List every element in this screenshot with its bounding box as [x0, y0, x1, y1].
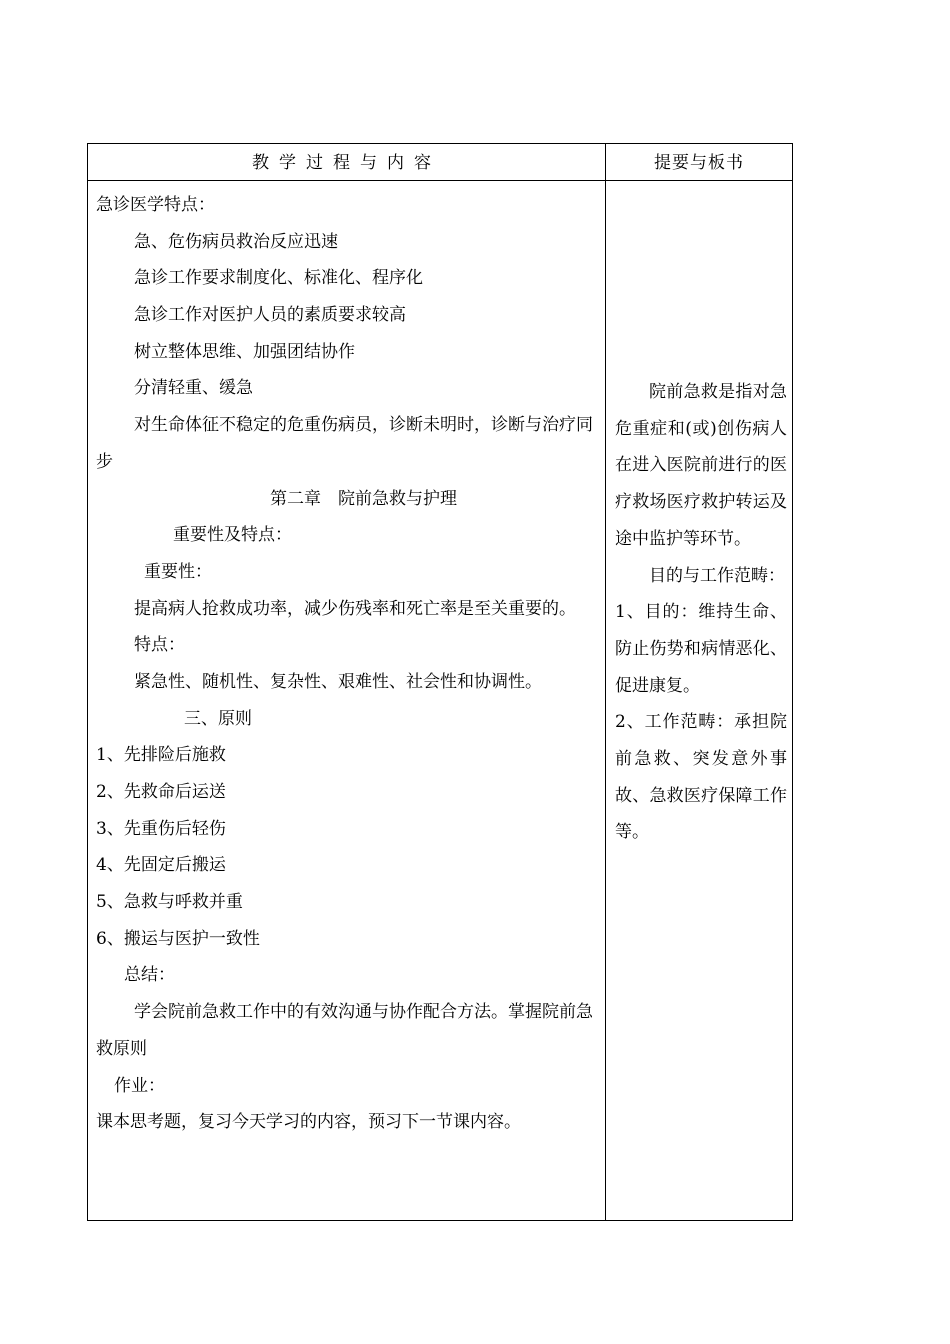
list-item: 5、急救与呼救并重	[96, 892, 243, 913]
list-item: 分清轻重、缓急	[134, 378, 253, 399]
summary-notes	[615, 374, 787, 851]
header-divider	[88, 180, 792, 181]
list-item: 4、先固定后搬运	[96, 855, 226, 876]
list-item: 急、危伤病员救治反应迅速	[134, 231, 338, 252]
notes-paragraph: 目的与工作范畴：	[649, 565, 785, 586]
subheading: 作业：	[114, 1075, 165, 1096]
paragraph	[96, 591, 601, 628]
subheading: 特点：	[134, 635, 185, 656]
paragraph: 课本思考题，复习今天学习的内容，预习下一节课内容。	[96, 1112, 521, 1133]
list-item: 急诊工作要求制度化、标准化、程序化	[134, 268, 423, 289]
paragraph-text: 提高病人抢救成功率，减少伤残率和死亡率是至关重要的。	[134, 598, 576, 619]
section-heading: 急诊医学特点：	[96, 195, 215, 215]
list-item: 3、先重伤后轻伤	[96, 818, 226, 839]
paragraph-text: 学会院前急救工作中的有效沟通与协作配合方法。掌握院前急救原则	[96, 1002, 593, 1059]
paragraph-text: 对生命体征不稳定的危重伤病员，诊断未明时，诊断与治疗同步	[96, 415, 593, 472]
subheading: 三、原则	[184, 708, 252, 729]
list-item: 6、搬运与医护一致性	[96, 928, 260, 949]
subheading: 总结：	[124, 965, 175, 986]
header-summary-notes: 提要与板书	[654, 153, 744, 173]
subheading: 重要性：	[144, 561, 212, 582]
subheading: 重要性及特点：	[173, 525, 292, 546]
notes-paragraph: 2、工作范畴：承担院前急救、突发意外事故、急救医疗保障工作等。	[615, 712, 787, 843]
chapter-title: 第二章 院前急救与护理	[270, 488, 457, 509]
teaching-content	[96, 187, 601, 1141]
header-teaching-process: 教学过程与内容	[252, 153, 441, 173]
notes-paragraph: 院前急救是指对急危重症和(或)创伤病人在进入医院前进行的医疗救场医疗救护转运及途中监护等环节。	[615, 382, 787, 549]
paragraph	[96, 407, 601, 480]
list-item: 急诊工作对医护人员的素质要求较高	[134, 305, 406, 326]
paragraph	[96, 994, 601, 1067]
list-item: 1、先排险后施救	[96, 745, 226, 766]
lesson-table	[87, 143, 793, 1221]
list-item: 2、先救命后运送	[96, 782, 226, 803]
column-divider	[605, 144, 606, 1220]
list-item: 树立整体思维、加强团结协作	[134, 341, 355, 362]
paragraph: 紧急性、随机性、复杂性、艰难性、社会性和协调性。	[134, 671, 542, 692]
notes-paragraph: 1、目的：维持生命、防止伤势和病情恶化、促进康复。	[615, 602, 787, 696]
